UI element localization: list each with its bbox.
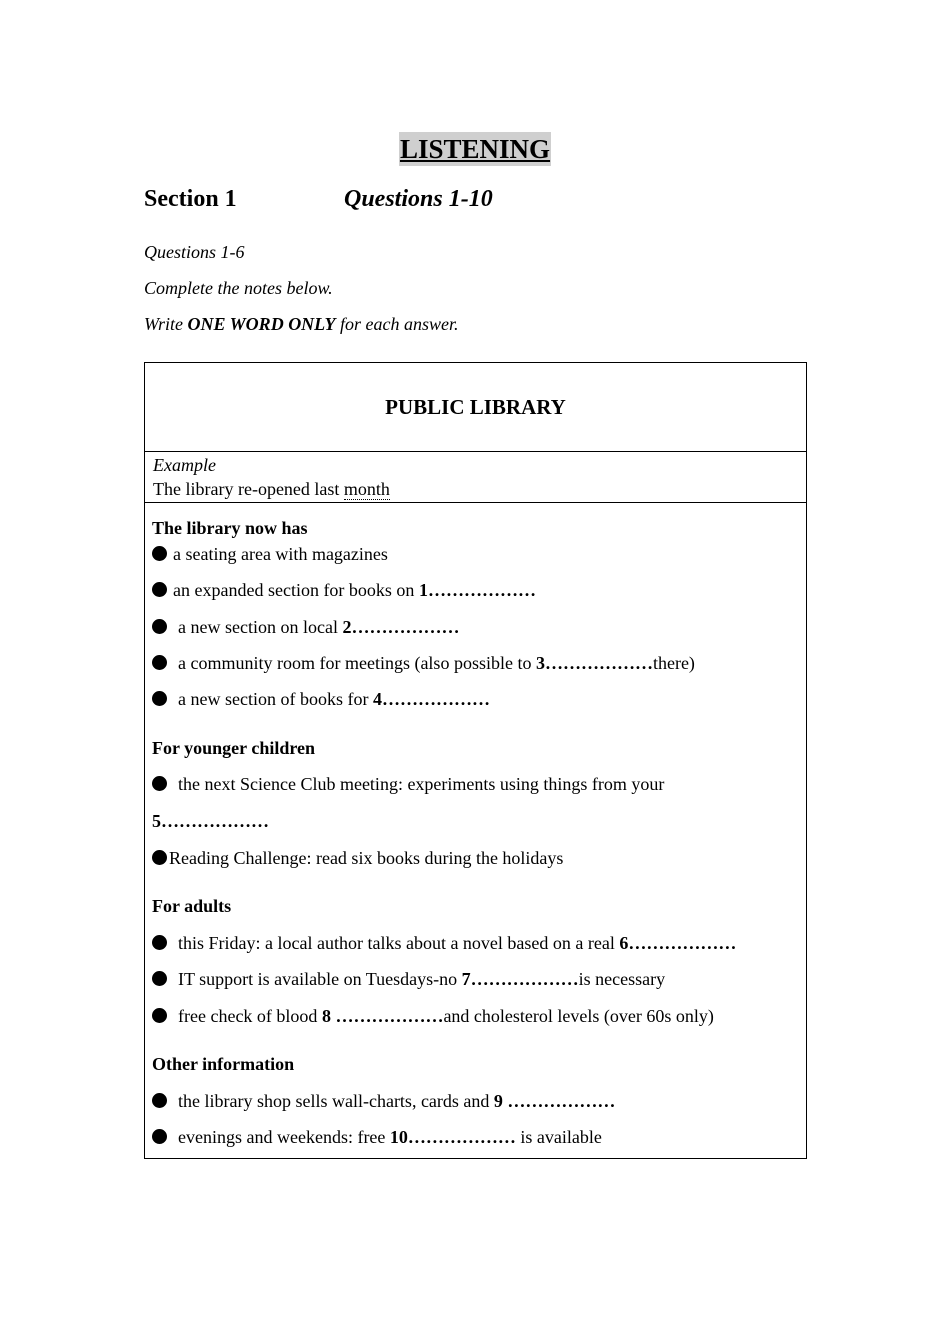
list-item: [152, 1126, 602, 1148]
answer-gap-7: 7………………: [461, 969, 579, 989]
bullet-icon: [152, 619, 167, 634]
question-range: Questions 1-10: [344, 186, 493, 212]
bullet-icon: [152, 546, 167, 561]
heading-younger-children: For younger children: [152, 738, 316, 758]
list-item: [152, 543, 388, 565]
item-text: a seating area with magazines: [173, 544, 388, 564]
item-text: Reading Challenge: read six books during the holidays: [169, 848, 564, 868]
bullet-icon: [152, 1093, 167, 1108]
bullet-icon: [152, 776, 167, 791]
list-item: [152, 1090, 615, 1112]
answer-gap-1: 1………………: [418, 580, 536, 600]
item-text: an expanded section for books on: [173, 580, 419, 600]
list-item: [152, 652, 695, 674]
bullet-icon: [152, 582, 167, 597]
list-item: [152, 688, 490, 710]
answer-gap-5: 5………………: [152, 811, 269, 831]
answer-gap-4: 4………………: [372, 689, 490, 709]
page-title: LISTENING: [399, 134, 551, 164]
instruction-word-limit: ONE WORD ONLY: [187, 314, 336, 334]
item-text: evenings and weekends: free: [178, 1127, 390, 1147]
item-text-post: is necessary: [578, 969, 666, 989]
item-text: this Friday: a local author talks about a novel based on a real: [178, 933, 620, 953]
bullet-icon: [152, 1008, 167, 1023]
bullet-icon: [152, 850, 167, 865]
page-title-wrap: [0, 132, 950, 166]
answer-gap-6: 6………………: [619, 933, 737, 953]
bullet-icon: [152, 1129, 167, 1144]
notes-box: [144, 362, 807, 1159]
notes-title: PUBLIC LIBRARY: [145, 363, 806, 452]
bullet-icon: [152, 691, 167, 706]
section-label: Section 1: [144, 186, 237, 212]
item-text: a new section on local: [178, 617, 343, 637]
item-text: free check of blood: [178, 1006, 322, 1026]
list-item: [152, 773, 664, 795]
list-item: [152, 1005, 714, 1027]
instruction-line-1: Complete the notes below.: [144, 278, 333, 298]
heading-for-adults: For adults: [152, 896, 232, 916]
heading-other-information: Other information: [152, 1054, 295, 1074]
answer-gap-2: 2………………: [342, 617, 460, 637]
list-item: [152, 579, 536, 601]
item-text-post: there): [652, 653, 695, 673]
item-text: the next Science Club meeting: experiments using things from your: [178, 774, 665, 794]
example-label: Example: [153, 455, 216, 475]
answer-gap-8: 8 ………………: [321, 1006, 444, 1026]
item-text: the library shop sells wall-charts, cards and: [178, 1091, 494, 1111]
section-header: [144, 184, 493, 214]
example-block: [145, 452, 806, 503]
example-text: [153, 478, 390, 500]
bullet-icon: [152, 655, 167, 670]
item-text-post: is available: [515, 1127, 602, 1147]
item-text: a community room for meetings (also possible to: [178, 653, 536, 673]
list-item: [152, 968, 665, 990]
answer-gap-3: 3………………: [535, 653, 653, 673]
list-item: [152, 847, 563, 869]
item-text: IT support is available on Tuesdays-no: [178, 969, 462, 989]
instruction-line-2: [144, 313, 459, 335]
list-item: [152, 932, 736, 954]
bullet-icon: [152, 935, 167, 950]
heading-library-now-has: The library now has: [152, 518, 308, 538]
instruction-line-2-post: for each answer.: [335, 314, 459, 334]
answer-gap-9: 9 ………………: [493, 1091, 616, 1111]
list-item: [152, 616, 459, 638]
answer-gap-10: 10………………: [389, 1127, 516, 1147]
questions-subrange: Questions 1-6: [144, 242, 245, 262]
item-text: a new section of books for: [178, 689, 373, 709]
item-text-post: and cholesterol levels (over 60s only): [443, 1006, 714, 1026]
instruction-line-2-pre: Write: [144, 314, 188, 334]
example-sentence: The library re-opened last: [153, 479, 344, 499]
example-answer: month: [343, 479, 390, 499]
bullet-icon: [152, 971, 167, 986]
